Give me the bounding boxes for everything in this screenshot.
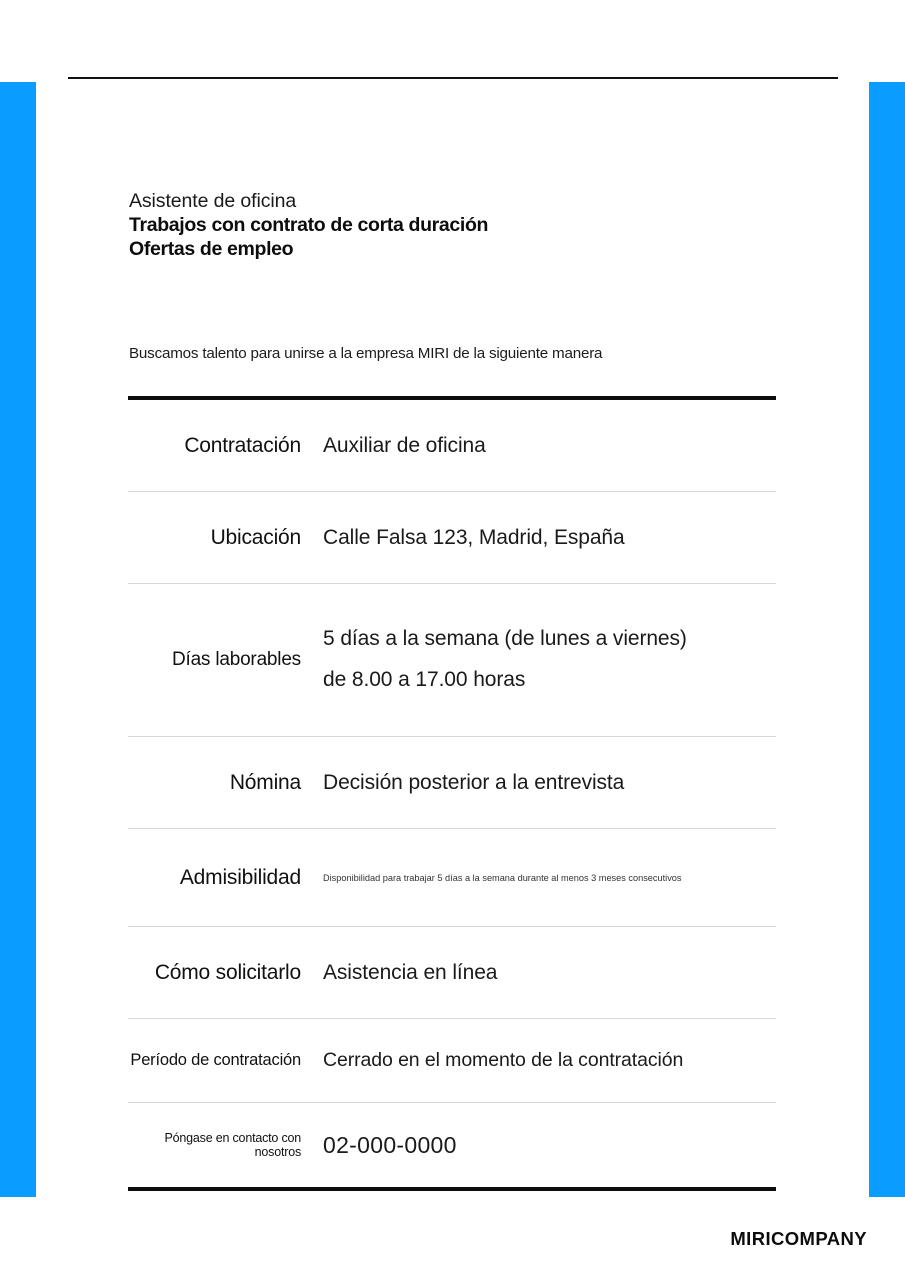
row-value-dias-laborables (323, 619, 776, 701)
row-value-admisibilidad: Disponibilidad para trabajar 5 días a la semana durante al menos 3 meses consecutivos (323, 872, 682, 883)
table-row (128, 400, 776, 492)
row-value-ubicacion: Calle Falsa 123, Madrid, España (323, 525, 625, 549)
table-row (128, 737, 776, 829)
table-row (128, 927, 776, 1019)
table-row (128, 829, 776, 927)
table-row (128, 1019, 776, 1103)
row-label-contacto: Póngase en contacto con nosotros (164, 1131, 301, 1159)
job-details-table (128, 396, 776, 1191)
row-value-phone-number[interactable]: 02-000-0000 (323, 1131, 457, 1158)
row-label-periodo-contratacion: Período de contratación (130, 1051, 301, 1069)
row-label-admisibilidad: Admisibilidad (179, 865, 301, 889)
top-divider-rule (68, 77, 838, 79)
table-bottom-rule (128, 1187, 776, 1191)
row-label-nomina: Nómina (229, 770, 301, 794)
row-value-dias-line-2: de 8.00 a 17.00 horas (323, 668, 526, 691)
row-value-como-solicitarlo: Asistencia en línea (323, 960, 498, 984)
company-wordmark: MIRICOMPANY (730, 1228, 867, 1249)
page-title (129, 190, 769, 261)
table-row (128, 584, 776, 737)
page-title-line-2: Trabajos con contrato de corta duración (129, 213, 489, 236)
row-label-como-solicitarlo: Cómo solicitarlo (154, 960, 301, 984)
row-value-periodo-contratacion: Cerrado en el momento de la contratación (323, 1049, 684, 1071)
page-title-line-3: Ofertas de empleo (129, 237, 294, 260)
page-title-line-1: Asistente de oficina (129, 190, 297, 212)
decorative-left-blue-bar (0, 82, 36, 1197)
row-label-ubicacion: Ubicación (210, 525, 301, 549)
table-row (128, 1103, 776, 1187)
decorative-right-blue-bar (869, 82, 905, 1197)
row-label-contratacion: Contratación (184, 433, 301, 457)
row-value-nomina: Decisión posterior a la entrevista (323, 770, 625, 794)
row-value-dias-line-1: 5 días a la semana (de lunes a viernes) (323, 627, 687, 651)
table-row (128, 492, 776, 584)
row-label-dias-laborables: Días laborables (171, 649, 301, 670)
intro-paragraph: Buscamos talento para unirse a la empresa MIRI de la siguiente manera (129, 345, 603, 362)
row-value-contratacion: Auxiliar de oficina (323, 433, 486, 457)
